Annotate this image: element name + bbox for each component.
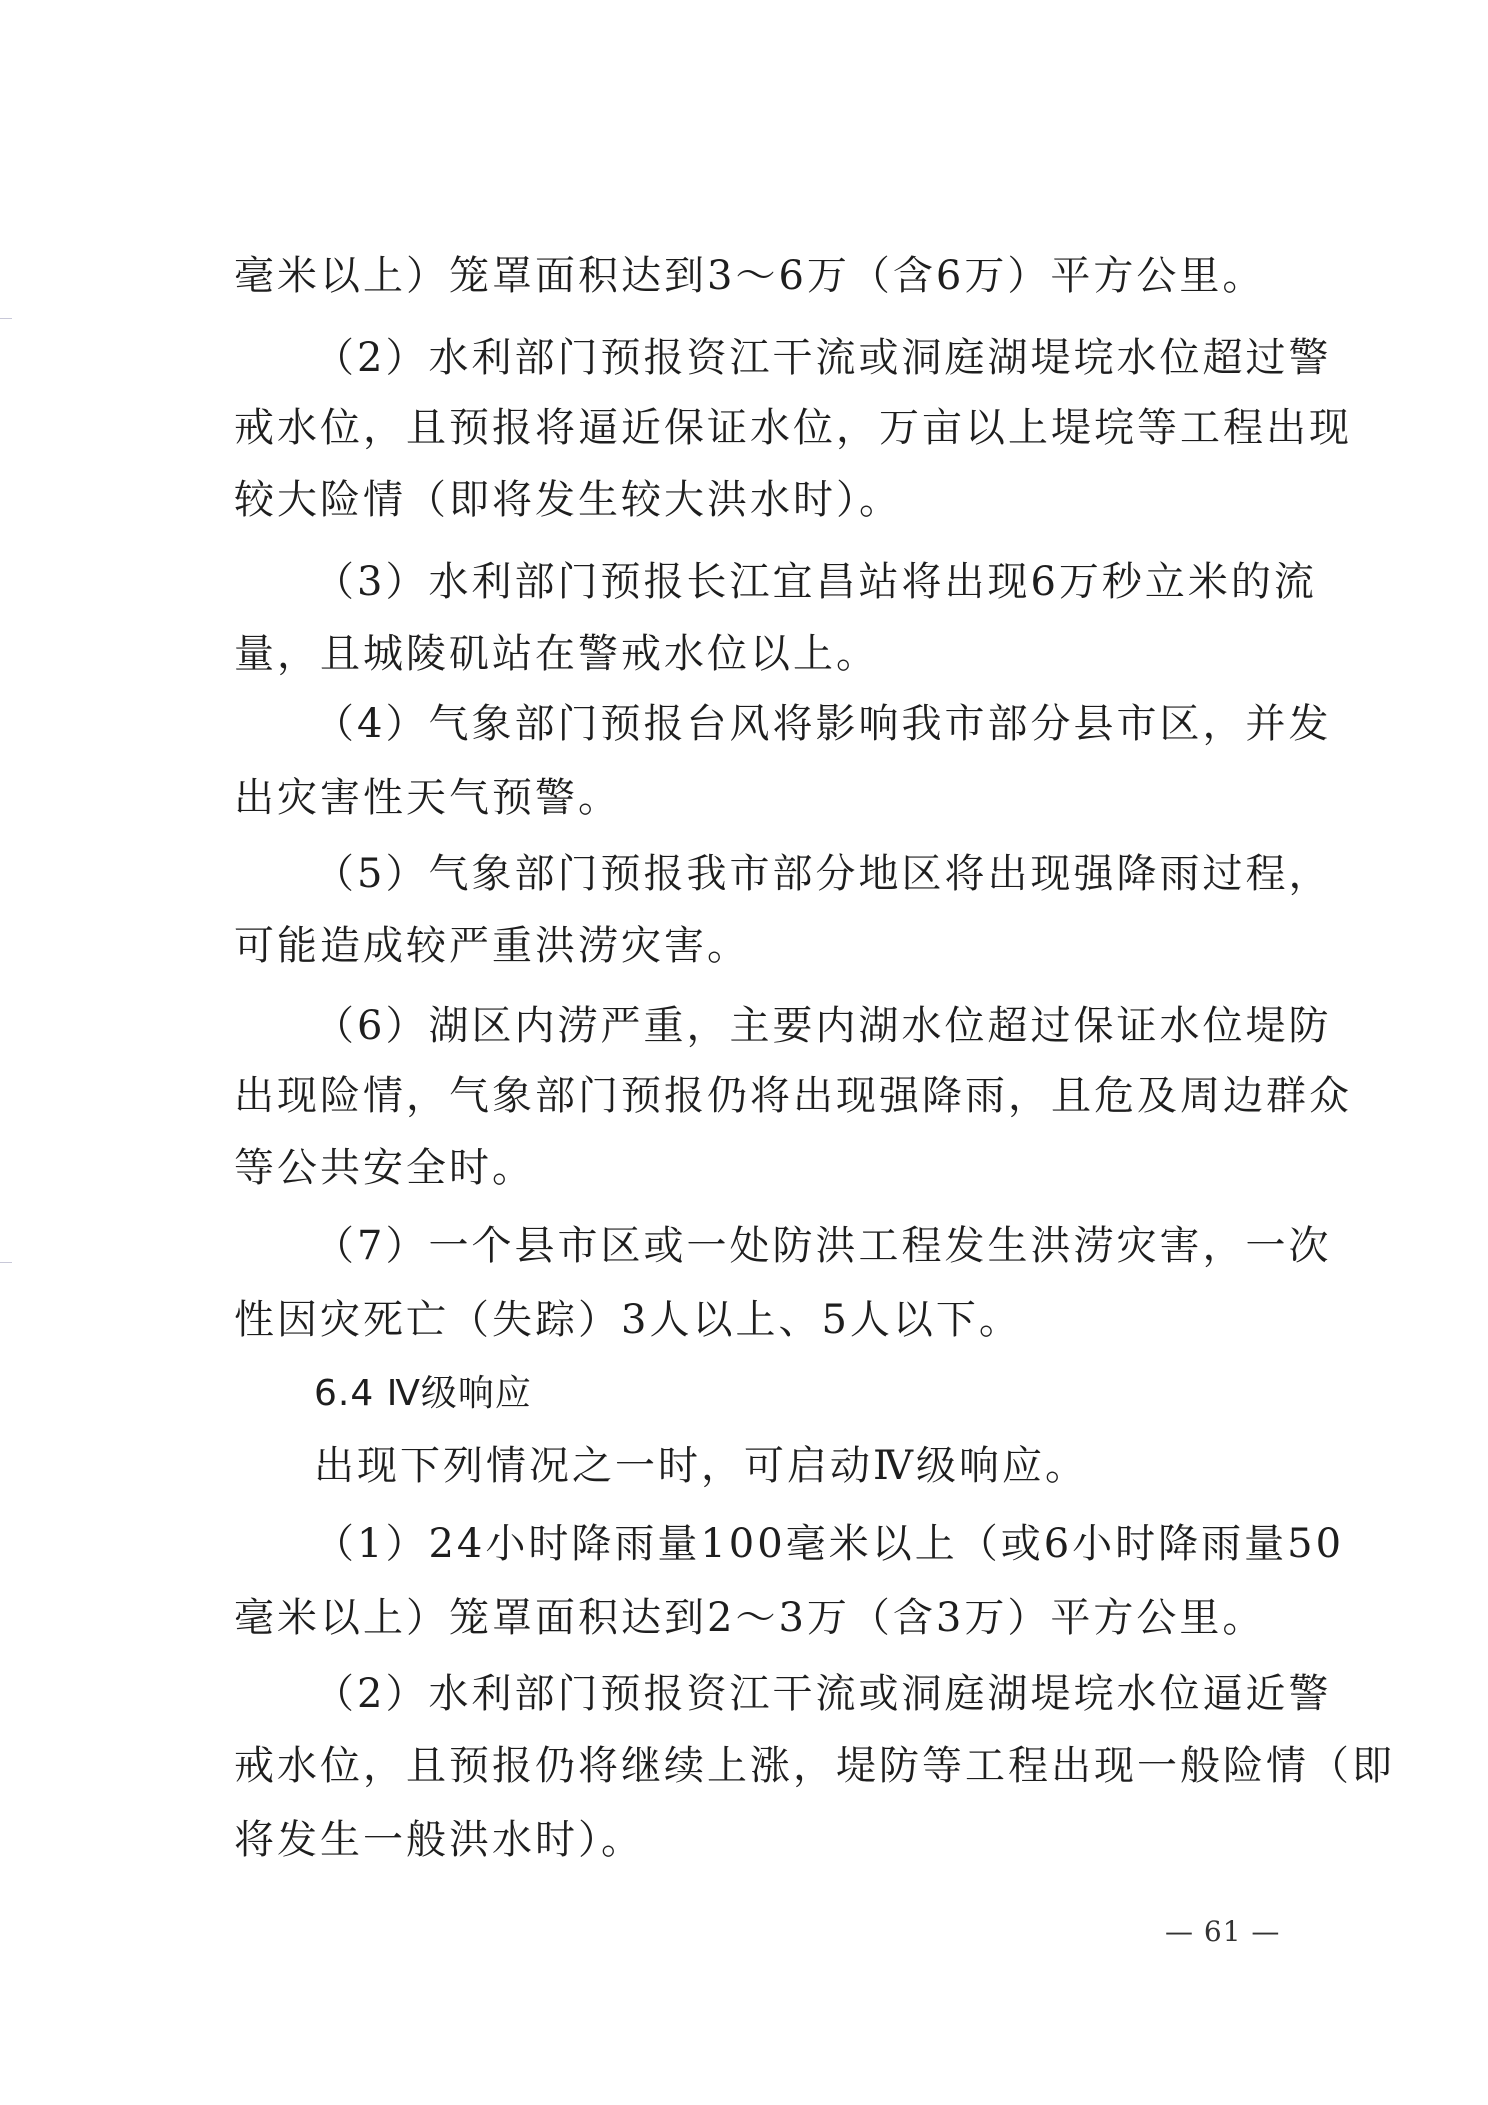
- text-line: （4）气象部门预报台风将影响我市部分县市区，并发: [314, 701, 1332, 747]
- text-line: （1）24小时降雨量100毫米以上（或6小时降雨量50: [314, 1521, 1345, 1567]
- text-line: 戒水位，且预报将逼近保证水位，万亩以上堤垸等工程出现: [234, 405, 1352, 451]
- text-line: （2）水利部门预报资江干流或洞庭湖堤垸水位超过警: [314, 335, 1332, 381]
- text-line: 毫米以上）笼罩面积达到3～6万（含6万）平方公里。: [234, 253, 1266, 299]
- section-heading: 6.4 Ⅳ级响应: [314, 1373, 532, 1414]
- text-line: 较大险情（即将发生较大洪水时）。: [234, 477, 902, 523]
- text-line: （5）气象部门预报我市部分地区将出现强降雨过程，: [314, 851, 1332, 897]
- text-line: （7）一个县市区或一处防洪工程发生洪涝灾害，一次: [314, 1223, 1332, 1269]
- page-number: — 61 —: [1165, 1915, 1281, 1948]
- text-line: （6）湖区内涝严重，主要内湖水位超过保证水位堤防: [314, 1003, 1332, 1049]
- text-line: 等公共安全时。: [234, 1145, 535, 1191]
- text-line: 可能造成较严重洪涝灾害。: [234, 923, 750, 969]
- text-line: （2）水利部门预报资江干流或洞庭湖堤垸水位逼近警: [314, 1671, 1332, 1717]
- text-line: 出现险情，气象部门预报仍将出现强降雨，且危及周边群众: [234, 1073, 1352, 1119]
- margin-mark: [0, 318, 12, 319]
- text-line: 量，且城陵矶站在警戒水位以上。: [234, 631, 879, 677]
- text-line: （3）水利部门预报长江宜昌站将出现6万秒立米的流: [314, 559, 1317, 605]
- text-line: 出现下列情况之一时，可启动Ⅳ级响应。: [314, 1443, 1088, 1489]
- text-line: 毫米以上）笼罩面积达到2～3万（含3万）平方公里。: [234, 1595, 1266, 1641]
- text-line: 出灾害性天气预警。: [234, 775, 621, 821]
- text-line: 戒水位，且预报仍将继续上涨，堤防等工程出现一般险情（即: [234, 1743, 1395, 1789]
- margin-mark: [0, 1262, 12, 1263]
- text-line: 性因灾死亡（失踪）3人以上、5人以下。: [234, 1297, 1022, 1343]
- text-line: 将发生一般洪水时）。: [234, 1817, 644, 1863]
